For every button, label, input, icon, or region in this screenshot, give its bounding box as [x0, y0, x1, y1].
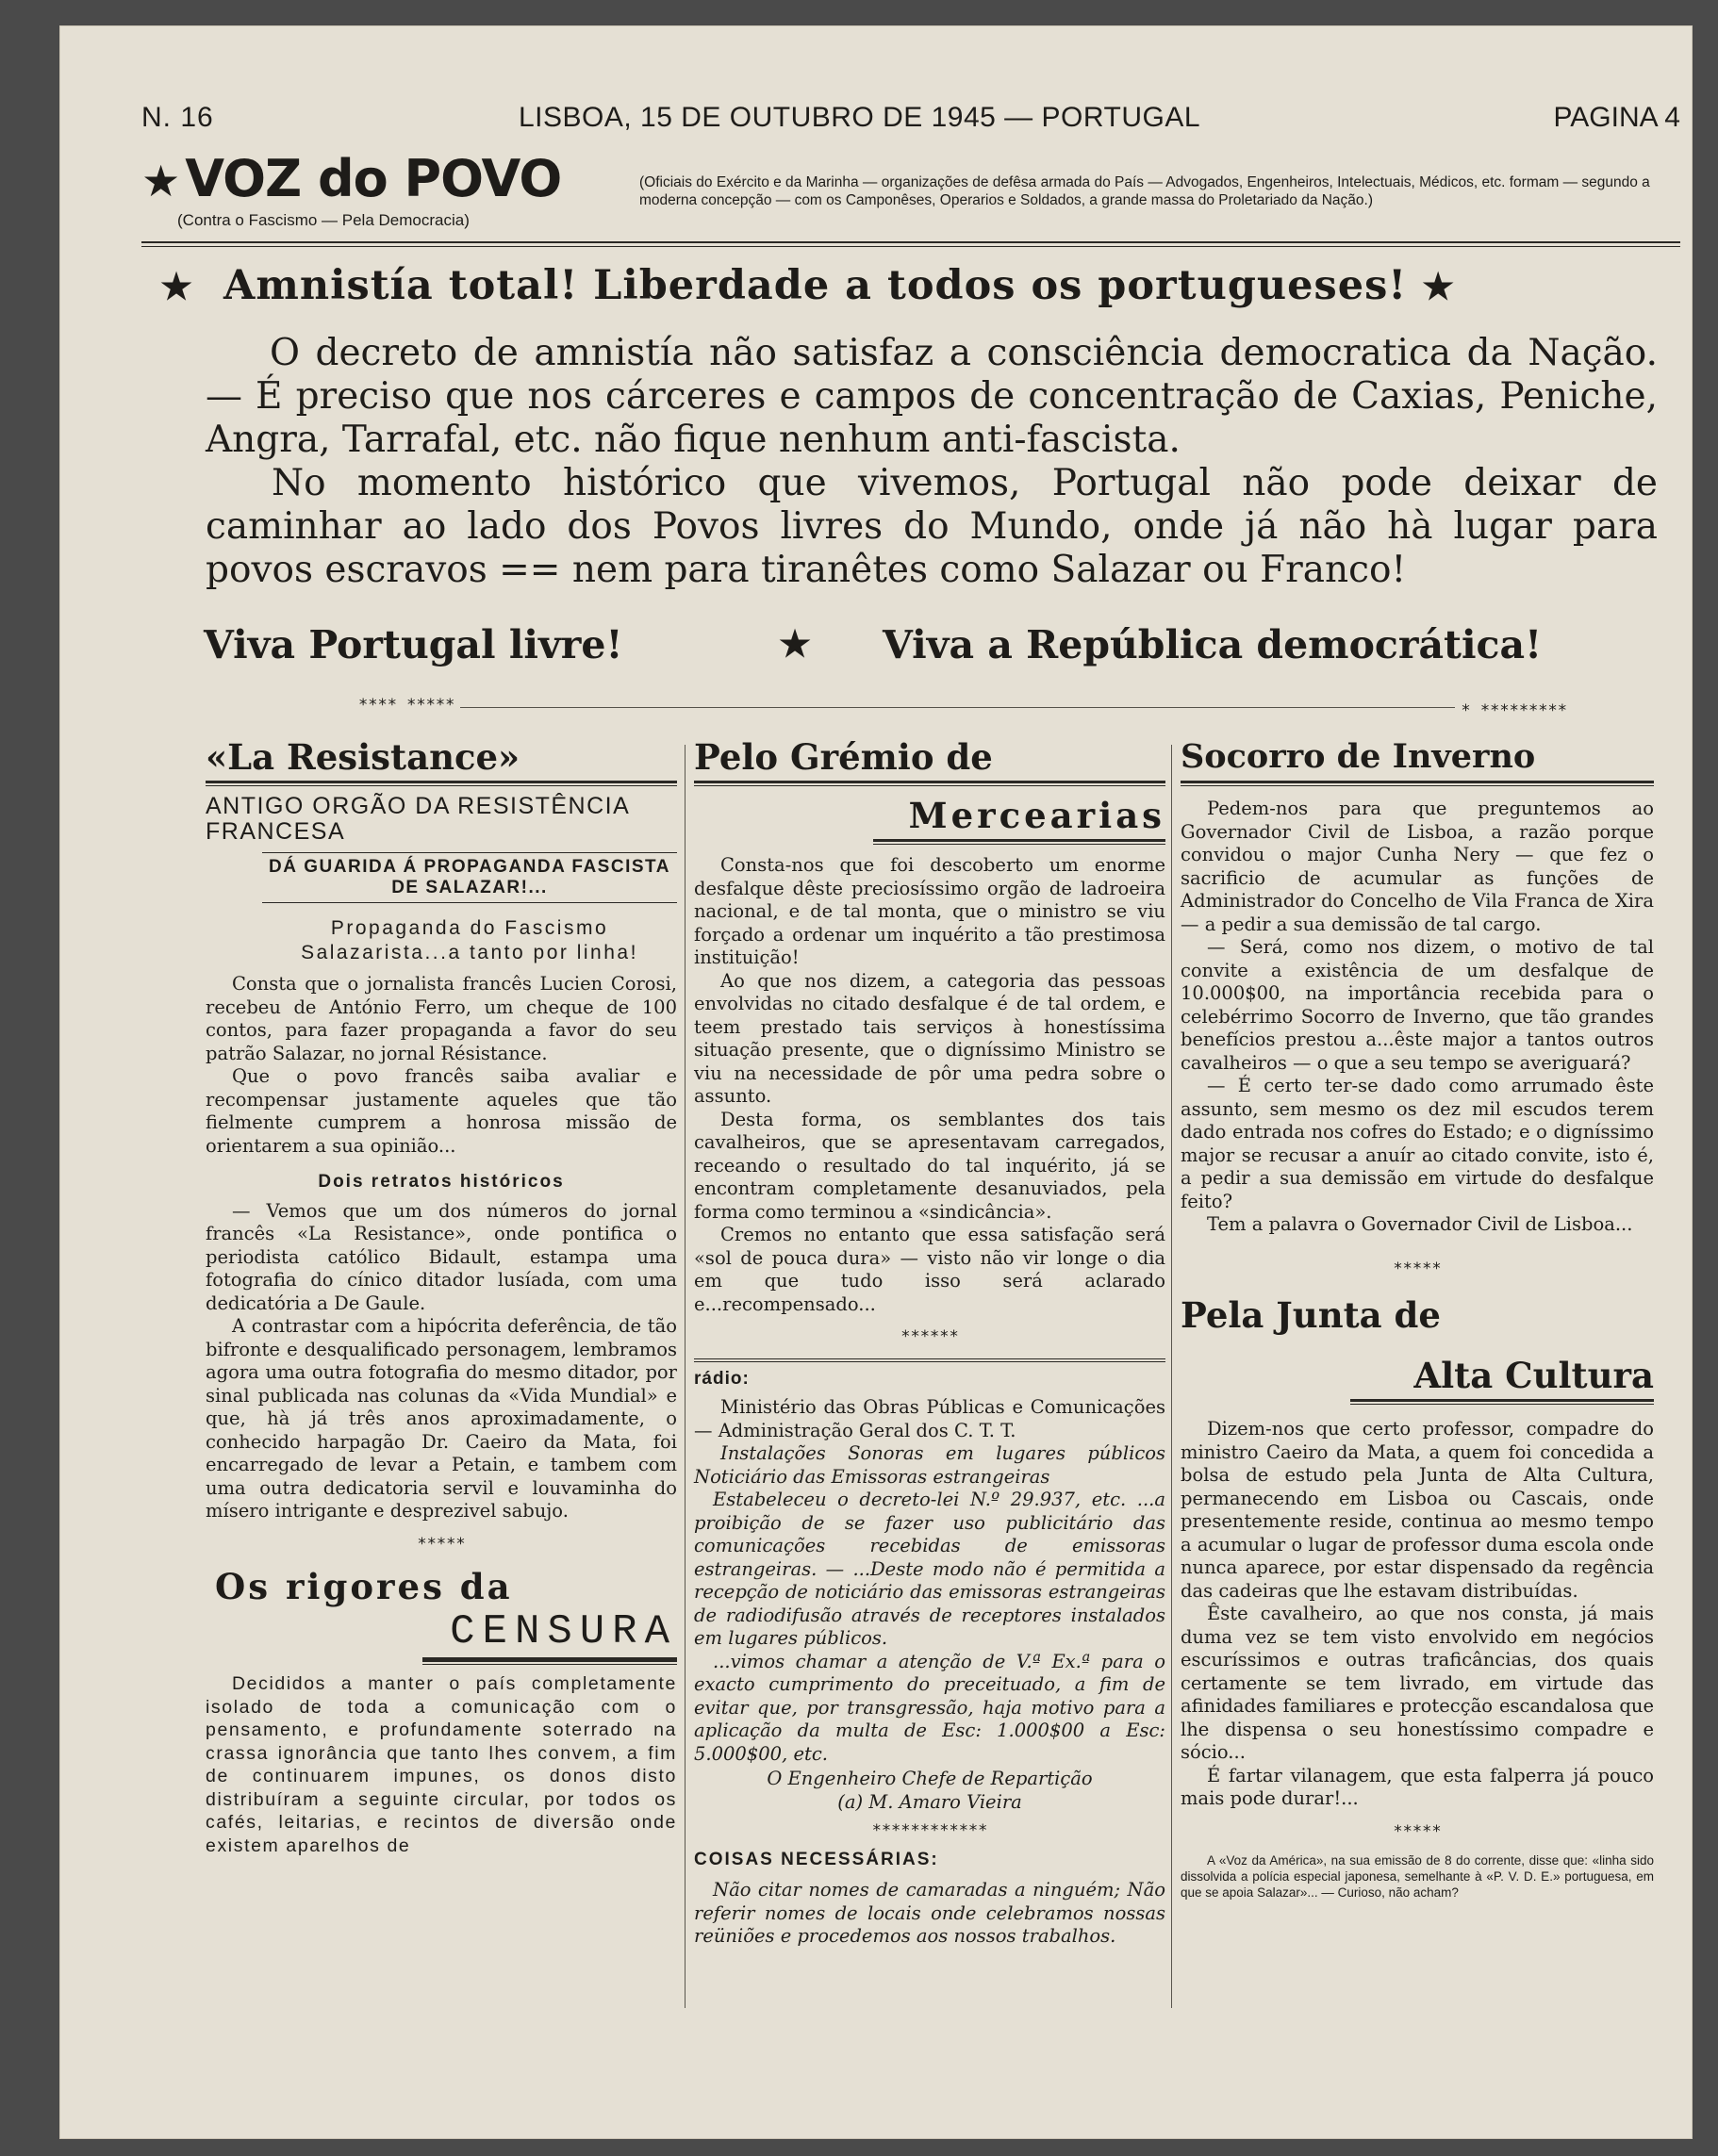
boxed-subhead: DÁ GUARIDA Á PROPAGANDA FASCISTA DE SALAZAR!...	[262, 852, 677, 903]
page-number: PAGINA 4	[1553, 102, 1680, 133]
column-3	[1181, 735, 1654, 1999]
article-title: Os rigores da	[215, 1566, 513, 1607]
divider-stars-right: * *********	[1455, 701, 1567, 720]
article-title: Socorro de Inverno	[1181, 737, 1536, 776]
lead-text	[206, 332, 1658, 592]
star-icon: ★	[1422, 265, 1456, 307]
page-header	[141, 102, 1680, 140]
title-rule	[873, 839, 1165, 845]
lead-paragraph-2: No momento histórico que vivemos, Portugal não pode deixar de caminhar ao lado dos Povos livres do Mundo, onde já não hà lugar para povos escravos == nem para tiranêtes como Salazar ou Franco!	[206, 462, 1658, 591]
article-subtitle: ANTIGO ORGÃO DA RESISTÊNCIA FRANCESA	[206, 793, 629, 845]
article-title-2: Mercearias	[908, 795, 1165, 836]
article-paragraph: Que o povo francês saiba avaliar e recompensar justamente aqueles que tão fielmente cumprem a honrosa missão de orientarem a sua opinião...	[206, 1065, 677, 1157]
logo-text: VOZ do POVO	[185, 149, 562, 208]
stars-separator: ******	[900, 1327, 959, 1346]
masthead-note: (Oficiais do Exército e da Marinha — organizações de defêsa armada do País — Advogados, Engenheiros, Intelectuais, Médicos, etc. formam — segundo a moderna concepção — com os Camponêses, Operarios e Soldados, a grande massa do Proletariado da Nação.)	[639, 174, 1650, 208]
dateline: LISBOA, 15 DE OUTUBRO DE 1945 — PORTUGAL	[519, 102, 1201, 133]
title-rule	[1350, 1399, 1654, 1405]
main-headline	[160, 262, 1660, 309]
article-paragraph: Consta-nos que foi descoberto um enorme desfalque dêste preciosíssimo orgão de ladroeira nacional, e de tal monta, que o ministro se viu forçado a ordenar um inquérito a tão prestimosa instituição!	[694, 854, 1165, 968]
viva-left: Viva Portugal livre!	[204, 622, 623, 667]
signature-name: (a) M. Amaro Vieira	[837, 1790, 1022, 1813]
title-rule	[694, 781, 1165, 786]
article-title-2: Alta Cultura	[1413, 1355, 1654, 1396]
star-icon: ★	[141, 156, 180, 206]
spaced-subhead: Propaganda do Fascismo Salazarista...a tanto por linha!	[301, 917, 638, 963]
article-paragraph: Tem a palavra o Governador Civil de Lisboa...	[1207, 1213, 1633, 1235]
star-icon: ★	[779, 622, 812, 665]
article-paragraph: Pedem-nos para que preguntemos ao Governador Civil de Lisboa, a razão porque convidou o major Cunha Nery — que fez o sacrificio de acumular as funções de Administrador do Concelho de Vila Franca de Xira — a pedir a sua demissão de tal cargo.	[1181, 798, 1654, 935]
radio-label: rádio:	[694, 1368, 750, 1389]
italic-block: Não citar nomes de camaradas a ninguém; Não referir nomes de locais onde celebramos nossas reüniões e procedemos aos nossos trabalhos.	[694, 1879, 1165, 1947]
article-paragraph: Decididos a manter o país completamente isolado de toda a comunicação com o pensamento, e profundamente soterrado na crassa ignorância que tanto lhes convem, a fim de continuarem impunes, os donos disto distribuíram a seguinte circular, por todos os cafés, leitarias, e recintos de diversão onde existem aparelhos de	[206, 1673, 677, 1856]
censura-title: CENSURA	[450, 1608, 677, 1655]
article-paragraph: Ao que nos dizem, a categoria das pessoas envolvidas no citado desfalque é de tal ordem, e teem prestado tais serviços à honestíssima situação presente, que o digníssimo Ministro se viu na necessidade de pôr uma pedra sobre o assunto.	[694, 969, 1165, 1107]
viva-right: Viva a República democrática!	[883, 622, 1543, 667]
lead-paragraph-1: O decreto de amnistía não satisfaz a consciência democratica da Nação. — É preciso que nos cárceres e campos de concentração de Caxias, Peniche, Angra, Tarrafal, etc. não fique nenhum anti-fascista.	[206, 332, 1658, 461]
rule	[694, 1358, 1165, 1362]
stars-separator: ************	[871, 1821, 988, 1840]
masthead-rule	[141, 241, 1680, 247]
star-icon: ★	[160, 265, 194, 307]
title-rule	[206, 781, 677, 786]
stars-separator: *****	[1393, 1259, 1442, 1278]
viva-line	[204, 622, 1656, 667]
article-title: Pelo Grémio de	[694, 736, 993, 778]
logo	[141, 151, 613, 209]
column-1	[206, 735, 677, 1999]
italic-block: Estabeleceu o decreto-lei N.º 29.937, etc. ...a proibição de se fazer uso publicitário das comunicações recebidas de emissoras estrangeiras. — ...Deste modo não é permitida a recepção de noticiário das emissoras estrangeiras de radiodifusão através de receptores instalados em lugares públicos.	[694, 1489, 1165, 1649]
column-rule	[685, 745, 686, 2008]
title-rule	[1181, 781, 1654, 786]
column-2	[694, 735, 1165, 1999]
italic-block: ...vimos chamar a atenção de V.ª Ex.ª para o exacto cumprimento do preceituado, a fim de evitar que, por transgressão, haja motivo para a aplicação da multa de Esc: 1.000$00 a Esc: 5.000$00, etc.	[694, 1650, 1165, 1765]
article-paragraph: É fartar vilanagem, que esta falperra já pouco mais pode durar!...	[1181, 1764, 1654, 1809]
article-paragraph: — Vemos que um dos números do jornal francês «La Resistance», onde pontifica o periodista católico Bidault, estampa uma fotografia do cínico ditador lusíada, com uma dedicatória a De Gaule.	[206, 1199, 677, 1314]
article-paragraph: Consta que o jornalista francês Lucien Corosi, recebeu de António Ferro, um cheque de 100 contos, para fazer propaganda a favor do seu patrão Salazar, no jornal Résistance.	[206, 973, 677, 1064]
article-paragraph: — Será, como nos dizem, o motivo de tal convite a existência de um desfalque de 10.000$00, na importância recebida para o celebérrimo Socorro de Inverno, que tão grandes benefícios prestou a...êste major a tantos outros cavalheiros — o que a seu tempo se averiguará?	[1181, 936, 1654, 1074]
stars-divider	[358, 696, 1567, 720]
divider-stars-left: **** *****	[358, 696, 460, 715]
article-paragraph: A contrastar com a hipócrita deferência, de tão bifronte e desqualificado personagem, lembramos agora uma outra fotografia do mesmo ditador, por sinal publicada nas colunas da «Vida Mundial» e que, hà já três anos aproximadamente, o conhecido harpagão Dr. Caeiro da Mata, foi encarregado de levar a Petain, e tambem com uma outra dedicatoria servil e louvaminha do mísero intrigante e desprezivel sabujo.	[206, 1315, 677, 1522]
footnote: A «Voz da América», na sua emissão de 8 do corrente, disse que: «linha sido dissolvida a polícia especial japonesa, semelhante à «P. V. D. E.» portuguesa, em que se apoia Salazar»... — Curioso, não acham?	[1181, 1853, 1654, 1900]
coisas-label: COISAS NECESSÁRIAS:	[694, 1849, 939, 1869]
headline-text: Amnistía total! Liberdade a todos os portugueses!	[223, 262, 1408, 309]
article-title: Pela Junta de	[1181, 1294, 1441, 1336]
article-paragraph: Cremos no entanto que essa satisfação será «sol de pouca dura» — visto não vir longe o dia em que tudo isso será aclarado e...recompensado...	[694, 1224, 1165, 1315]
title-rule	[422, 1657, 677, 1665]
signature-title: O Engenheiro Chefe de Repartição	[767, 1768, 1093, 1789]
issue-number: N. 16	[141, 102, 214, 133]
article-paragraph: Dizem-nos que certo professor, compadre do ministro Caeiro da Mata, a quem foi concedida a bolsa de estudo pela Junta de Alta Cultura, permanecendo em Lisboa ou Cascais, onde presentemente reside, continua ao mesmo tempo a acumular o lugar de professor duma escola onde nunca aparece, por estar dispensado da regência das cadeiras que lhe estavam distribuídas.	[1181, 1418, 1654, 1602]
italic-block: Instalações Sonoras em lugares públicos Noticiário das Emissoras estrangeiras	[694, 1442, 1165, 1488]
article-paragraph: Ministério das Obras Públicas e Comunicações — Administração Geral dos C. T. T.	[694, 1396, 1165, 1441]
masthead	[141, 151, 613, 245]
article-paragraph: — É certo ter-se dado como arrumado êste assunto, sem mesmo os dez mil escudos terem dado entrada nos cofres do Estado; e o digníssimo major se recusar a anuír ao citado convite, isto é, a pedir a sua demissão em virtude do desfalque feito?	[1181, 1075, 1654, 1212]
stars-separator: *****	[1393, 1821, 1442, 1841]
divider-line	[358, 707, 1567, 708]
article-paragraph: Êste cavalheiro, ao que nos consta, já mais duma vez se tem visto envolvido em negócios escuríssimos e outras traficâncias, dos quais certamente se tem livrado, em virtude das afinidades familiares e protecção escandalosa que lhe dispensa o seu honestíssimo compadre e sócio...	[1181, 1603, 1654, 1763]
stars-separator: *****	[417, 1534, 466, 1554]
mini-headline: Dois retratos históricos	[318, 1172, 565, 1192]
column-rule	[1171, 745, 1172, 2008]
article-paragraph: Desta forma, os semblantes dos tais cavalheiros, que se apresentavam carregados, receando o resultado do tal inquérito, já se encontram completamente desanuviados, pela forma como terminou a «sindicância».	[694, 1108, 1165, 1223]
article-title: «La Resistance»	[206, 736, 520, 778]
masthead-subtitle: (Contra o Fascismo — Pela Democracia)	[177, 211, 470, 229]
